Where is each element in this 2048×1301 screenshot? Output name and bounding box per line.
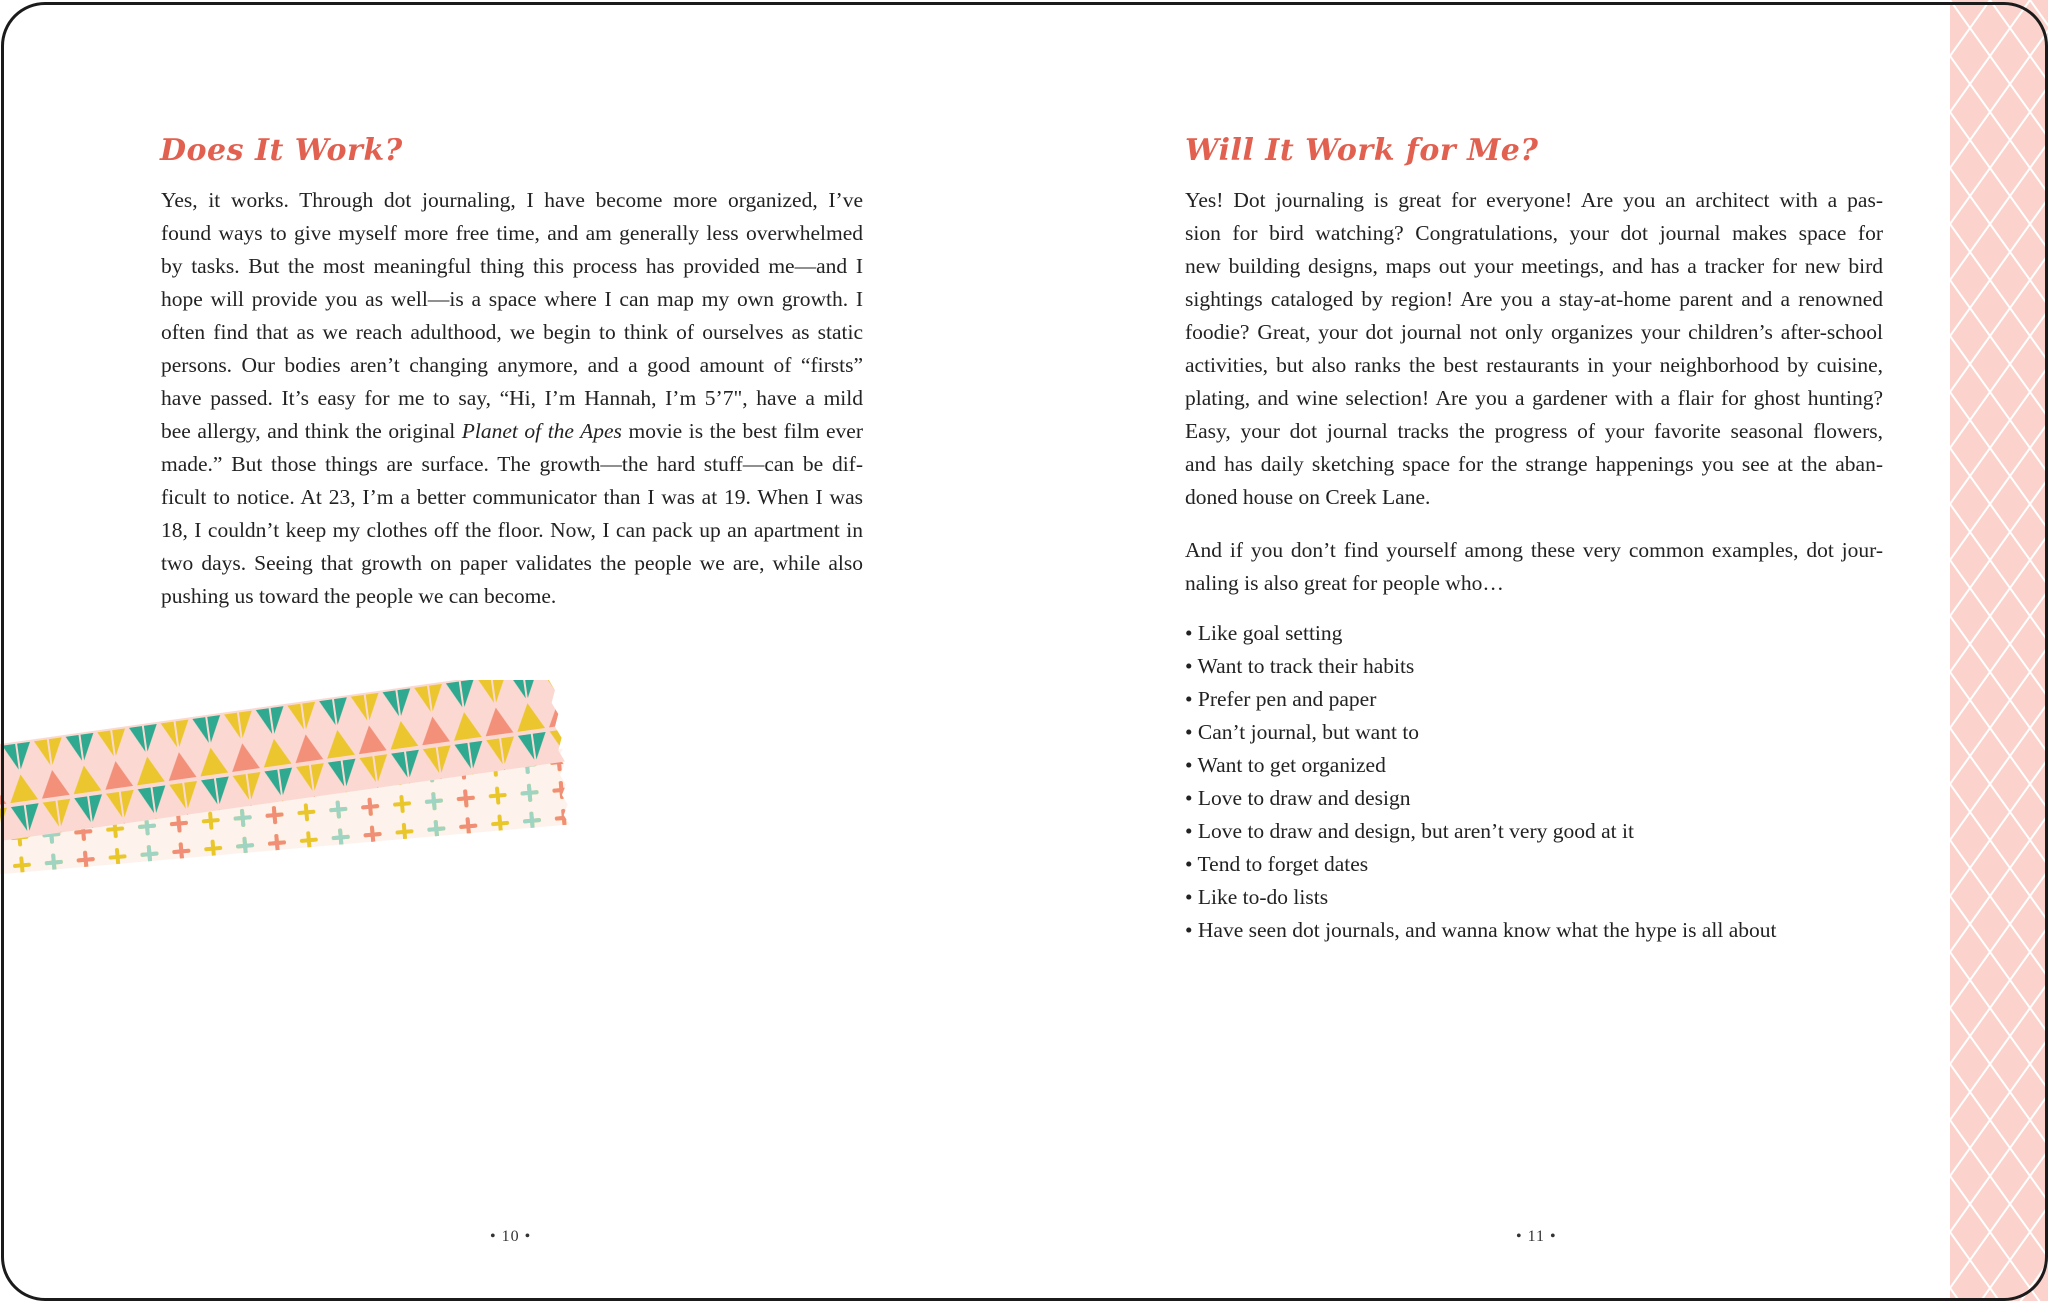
text-line: by tasks. But the most meaningful thing this process has provided me—and I (161, 254, 863, 278)
text-fragment: bee allergy, and think the original (161, 419, 462, 443)
text-line: hope will provide you as well—is a space where I can map my own growth. I (161, 287, 863, 311)
edge-lattice-strip (1950, 0, 2048, 1301)
text-line: often find that as we reach adulthood, we begin to think of ourselves as static (161, 320, 863, 344)
list-item: • Can’t journal, but want to (1185, 720, 1420, 744)
page-number: • 10 • (490, 1228, 532, 1245)
list-item: • Love to draw and design (1185, 786, 1411, 810)
text-line: Yes, it works. Through dot journaling, I have become more organized, I’ve (161, 188, 863, 212)
text-line: persons. Our bodies aren’t changing anymore, and a good amount of “firsts” (161, 353, 863, 377)
list-item: • Want to get organized (1185, 753, 1386, 777)
page-number: • 11 • (1516, 1228, 1557, 1245)
text-line: made.” But those things are surface. The growth—the hard stuff—can be dif- (161, 452, 863, 476)
right-paragraph-2 (1185, 534, 1883, 600)
audience-bullet-list (1185, 617, 1776, 947)
text-line: foodie? Great, your dot journal not only organizes your children’s after-school (1185, 320, 1883, 344)
text-line: Yes! Dot journaling is great for everyone! Are you an architect with a pas- (1185, 188, 1883, 212)
text-line: Easy, your dot journal tracks the progress of your favorite seasonal flowers, (1185, 419, 1883, 443)
text-line: naling is also great for people who… (1185, 571, 1504, 595)
text-line: and has daily sketching space for the strange happenings you see at the aban- (1185, 452, 1883, 476)
text-line: new building designs, maps out your meetings, and has a tracker for new bird (1185, 254, 1883, 278)
film-title: Planet of the Apes (461, 419, 622, 443)
text-line: doned house on Creek Lane. (1185, 485, 1431, 509)
list-item: • Like goal setting (1185, 621, 1343, 645)
list-item: • Like to-do lists (1185, 885, 1329, 909)
text-line: activities, but also ranks the best restaurants in your neighborhood by cuisine, (1185, 353, 1883, 377)
text-line: two days. Seeing that growth on paper validates the people we are, while also (161, 551, 863, 575)
list-item: • Have seen dot journals, and wanna know what the hype is all about (1185, 918, 1777, 942)
right-page (1000, 0, 1950, 1301)
text-line: And if you don’t find yourself among these very common examples, dot jour- (1185, 538, 1883, 562)
text-line: pushing us toward the people we can become. (161, 584, 557, 608)
text-line-with-title (161, 415, 863, 448)
text-line: sightings cataloged by region! Are you a stay-at-home parent and a renowned (1185, 287, 1883, 311)
list-item: • Want to track their habits (1185, 654, 1415, 678)
text-line: plating, and wine selection! Are you a gardener with a flair for ghost hunting? (1185, 386, 1883, 410)
left-heading: Does It Work? (160, 133, 403, 168)
text-line: 18, I couldn’t keep my clothes off the floor. Now, I can pack up an apartment in (161, 518, 863, 542)
list-item: • Tend to forget dates (1185, 852, 1369, 876)
right-paragraph-1 (1185, 184, 1883, 514)
left-paragraph (161, 184, 863, 613)
text-line: found ways to give myself more free time, and am generally less overwhelmed (161, 221, 863, 245)
text-line: have passed. It’s easy for me to say, “Hi, I’m Hannah, I’m 5’7", have a mild (161, 386, 863, 410)
left-page (0, 0, 1000, 1301)
list-item: • Love to draw and design, but aren’t very good at it (1185, 819, 1634, 843)
washi-tape-decoration (0, 680, 570, 900)
text-line: sion for bird watching? Congratulations, your dot journal makes space for (1185, 221, 1883, 245)
list-item: • Prefer pen and paper (1185, 687, 1377, 711)
right-heading: Will It Work for Me? (1185, 133, 1539, 168)
text-line: ficult to notice. At 23, I’m a better communicator than I was at 19. When I was (161, 485, 863, 509)
text-fragment: movie is the best film ever (621, 419, 863, 443)
